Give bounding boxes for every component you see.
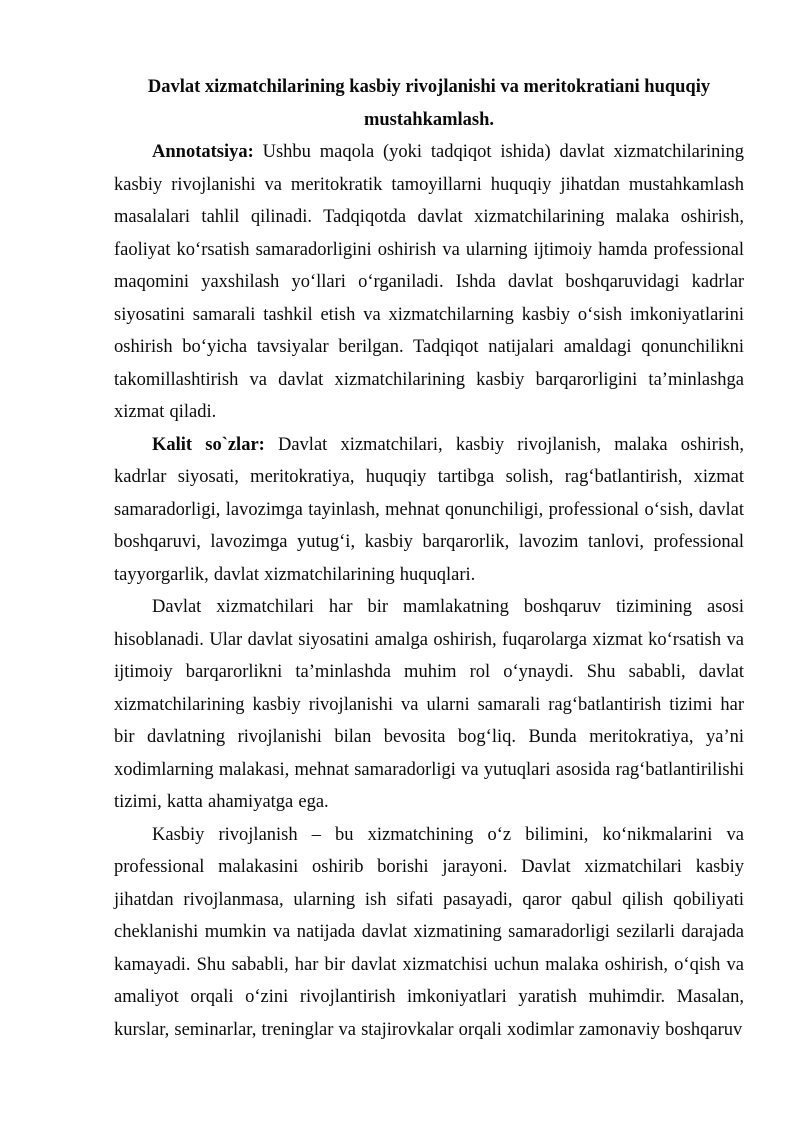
keywords-label: Kalit so`zlar: [152,434,278,455]
body-1-text: Davlat xizmatchilari har bir mamlakatning boshqaruv tizimining asosi hisoblanadi. Ular davlat siyosatini amalga oshirish, fuqarolarga xizmat ko‘rsatish va ijtimoiy barqarorlikni ta’minlashda muhim rol o‘ynaydi. Shu sababli, davlat xizmatchilarining kasbiy rivojlanishi va ularni samarali rag‘batlantirish tizimi har bir davlatning rivojlanishi bilan bevosita bog‘liq. Bunda meritokratiya, ya’ni xodimlarning malakasi, mehnat samaradorligi va yutuqlari asosida rag‘batlantirilishi tizimi, katta ahamiyatga ega. [114,597,744,812]
paragraph-keywords [114,429,744,592]
keywords-text: Davlat xizmatchilari, kasbiy rivojlanish, malaka oshirish, kadrlar siyosati, meritokratiya, huquqiy tartibga solish, rag‘batlantirish, xizmat samaradorligi, lavozimga tayinlash, mehnat qonunchiligi, professional o‘sish, davlat boshqaruvi, lavozimga yutug‘i, kasbiy barqarorlik, lavozim tanlovi, professional tayyorgarlik, davlat xizmatchilarining huquqlari. [114,434,744,585]
page-title-line-1: Davlat xizmatchilarining kasbiy rivojlanishi va meritokratiani huquqiy [147,77,711,97]
page-title [114,71,744,136]
paragraph-annotation [114,136,744,429]
paragraph-body-1 [114,591,744,819]
paragraph-body-2 [114,819,744,1047]
annotation-label: Annotatsiya: [152,142,263,162]
body-2-text: Kasbiy rivojlanish – bu xizmatchining o‘z bilimini, ko‘nikmalarini va professional malakasini oshirib borishi jarayoni. Davlat xizmatchilari kasbiy jihatdan rivojlanmasa, ularning ish sifati pasayadi, qaror qabul qilish qobiliyati cheklanishi mumkin va natijada davlat xizmatining samaradorligi sezilarli darajada kamayadi. Shu sababli, har bir davlat xizmatchisi uchun malaka oshirish, o‘qish va amaliyot orqali o‘zini rivojlantirish imkoniyatlari yaratish muhimdir. Masalan, kurslar, seminarlar, treninglar va stajirovkalar orqali xodimlar zamonaviy boshqaruv [114,824,744,1040]
page-title-line-2: mustahkamlash. [363,109,495,130]
annotation-text: Ushbu maqola (yoki tadqiqot ishida) davlat xizmatchilarining kasbiy rivojlanishi va meritokratik tamoyillarni huquqiy jihatdan mustahkamlash masalalari tahlil qilinadi. Tadqiqotda davlat xizmatchilarining malaka oshirish, faoliyat ko‘rsatish samaradorligini oshirish va ularning ijtimoiy hamda professional maqomini yaxshilash yo‘llari o‘rganiladi. Ishda davlat boshqaruvidagi kadrlar siyosatini samarali tashkil etish va xizmatchilarning kasbiy o‘sish imkoniyatlarini oshirish bo‘yicha tavsiyalar berilgan. Tadqiqot natijalari amaldagi qonunchilikni takomillashtirish va davlat xizmatchilarining kasbiy barqarorligini ta’minlashga xizmat qiladi. [114,142,745,422]
